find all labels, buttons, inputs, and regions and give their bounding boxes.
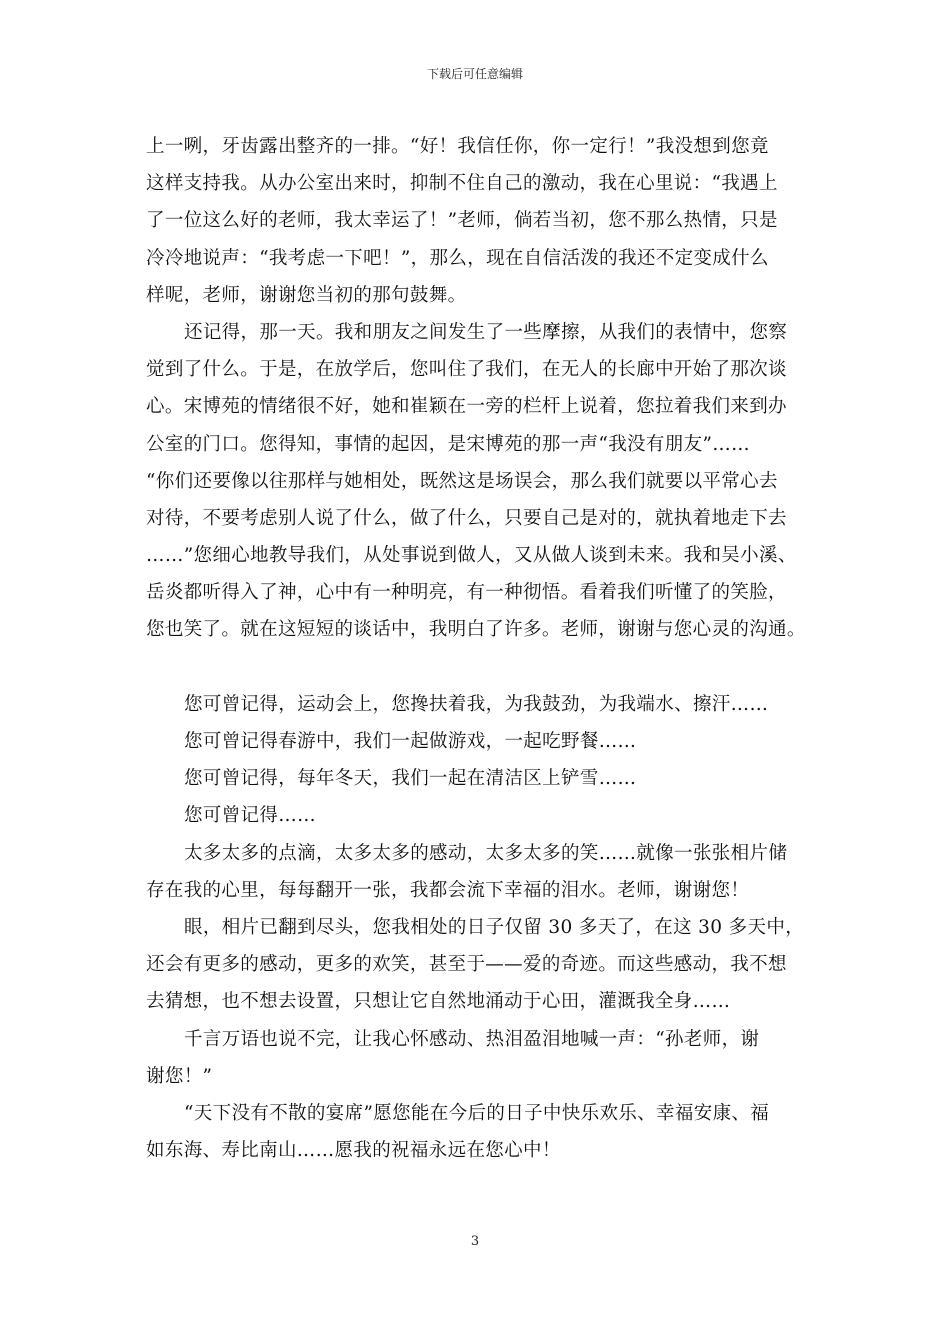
body-text xyxy=(146,128,806,1169)
text-line: 您也笑了。就在这短短的谈话中，我明白了许多。老师，谢谢与您心灵的沟通。 xyxy=(146,619,806,641)
text-line: 这样支持我。从办公室出来时，抑制不住自己的激动，我在心里说：“我遇上 xyxy=(146,173,778,195)
text-line: 对待，不要考虑别人说了什么，做了什么，只要自己是对的，就执着地走下去 xyxy=(146,507,787,529)
text-line: 去猜想，也不想去设置，只想让它自然地涌动于心田，灌溉我全身…… xyxy=(146,991,731,1013)
text-line: 岳炎都听得入了神，心中有一种明亮，有一种彻悟。看着我们听懂了的笑脸， xyxy=(146,582,787,604)
text-line: “你们还要像以往那样与她相处，既然这是场误会，那么我们就要以平常心去 xyxy=(146,470,778,492)
text-line: 样呢，老师，谢谢您当初的那句鼓舞。 xyxy=(146,284,467,306)
text-line: 千言万语也说不完，让我心怀感动、热泪盈泪地喊一声：“孙老师，谢 xyxy=(184,1028,760,1050)
text-line: 觉到了什么。于是，在放学后，您叫住了我们，在无人的长廊中开始了那次谈 xyxy=(146,359,787,381)
text-line: 了一位这么好的老师，我太幸运了！”老师，倘若当初，您不那么热情，只是 xyxy=(146,210,778,232)
text-line: 如东海、寿比南山……愿我的祝福永远在您心中！ xyxy=(146,1140,561,1162)
text-line: 还记得，那一天。我和朋友之间发生了一些摩擦，从我们的表情中，您察 xyxy=(184,321,788,343)
page-number: 3 xyxy=(470,1234,480,1249)
text-line: 上一咧，牙齿露出整齐的一排。“好！我信任你，你一定行！”我没想到您竟 xyxy=(146,136,769,157)
text-line: 心。宋博苑的情绪很不好，她和崔颖在一旁的栏杆上说着，您拉着我们来到办 xyxy=(146,396,787,418)
text-line: 还会有更多的感动，更多的欢笑，甚至于——爱的奇迹。而这些感动，我不想 xyxy=(146,954,787,976)
text-line: 眼，相片已翻到尽头，您我相处的日子仅留 30 多天了，在这 30 多天中， xyxy=(184,916,805,938)
text-line: 公室的门口。您得知，事情的起因，是宋博苑的那一声“我没有朋友”…… xyxy=(146,433,750,455)
text-line: 冷冷地说声：“我考虑一下吧！”，那么，现在自信活泼的我还不定变成什么 xyxy=(146,247,769,269)
text-line: ……”您细心地教导我们，从处事说到做人，又从做人谈到未来。我和吴小溪、 xyxy=(146,545,797,567)
text-line: 谢您！” xyxy=(146,1065,213,1087)
text-line: 您可曾记得，运动会上，您搀扶着我，为我鼓劲，为我端水、擦汗…… xyxy=(184,693,769,715)
text-line: 您可曾记得，每年冬天，我们一起在清洁区上铲雪…… xyxy=(184,768,637,790)
text-line: “天下没有不散的宴席”愿您能在今后的日子中快乐欢乐、幸福安康、福 xyxy=(184,1102,770,1124)
paragraph-gap xyxy=(146,649,806,686)
text-line: 您可曾记得…… xyxy=(184,805,316,827)
page-header: 下载后可任意编辑 xyxy=(426,67,523,81)
text-line: 存在我的心里，每每翻开一张，我都会流下幸福的泪水。老师，谢谢您！ xyxy=(146,879,750,901)
text-line: 太多太多的点滴，太多太多的感动，太多太多的笑……就像一张张相片储 xyxy=(184,842,788,864)
text-line: 您可曾记得春游中，我们一起做游戏，一起吃野餐…… xyxy=(184,731,637,752)
